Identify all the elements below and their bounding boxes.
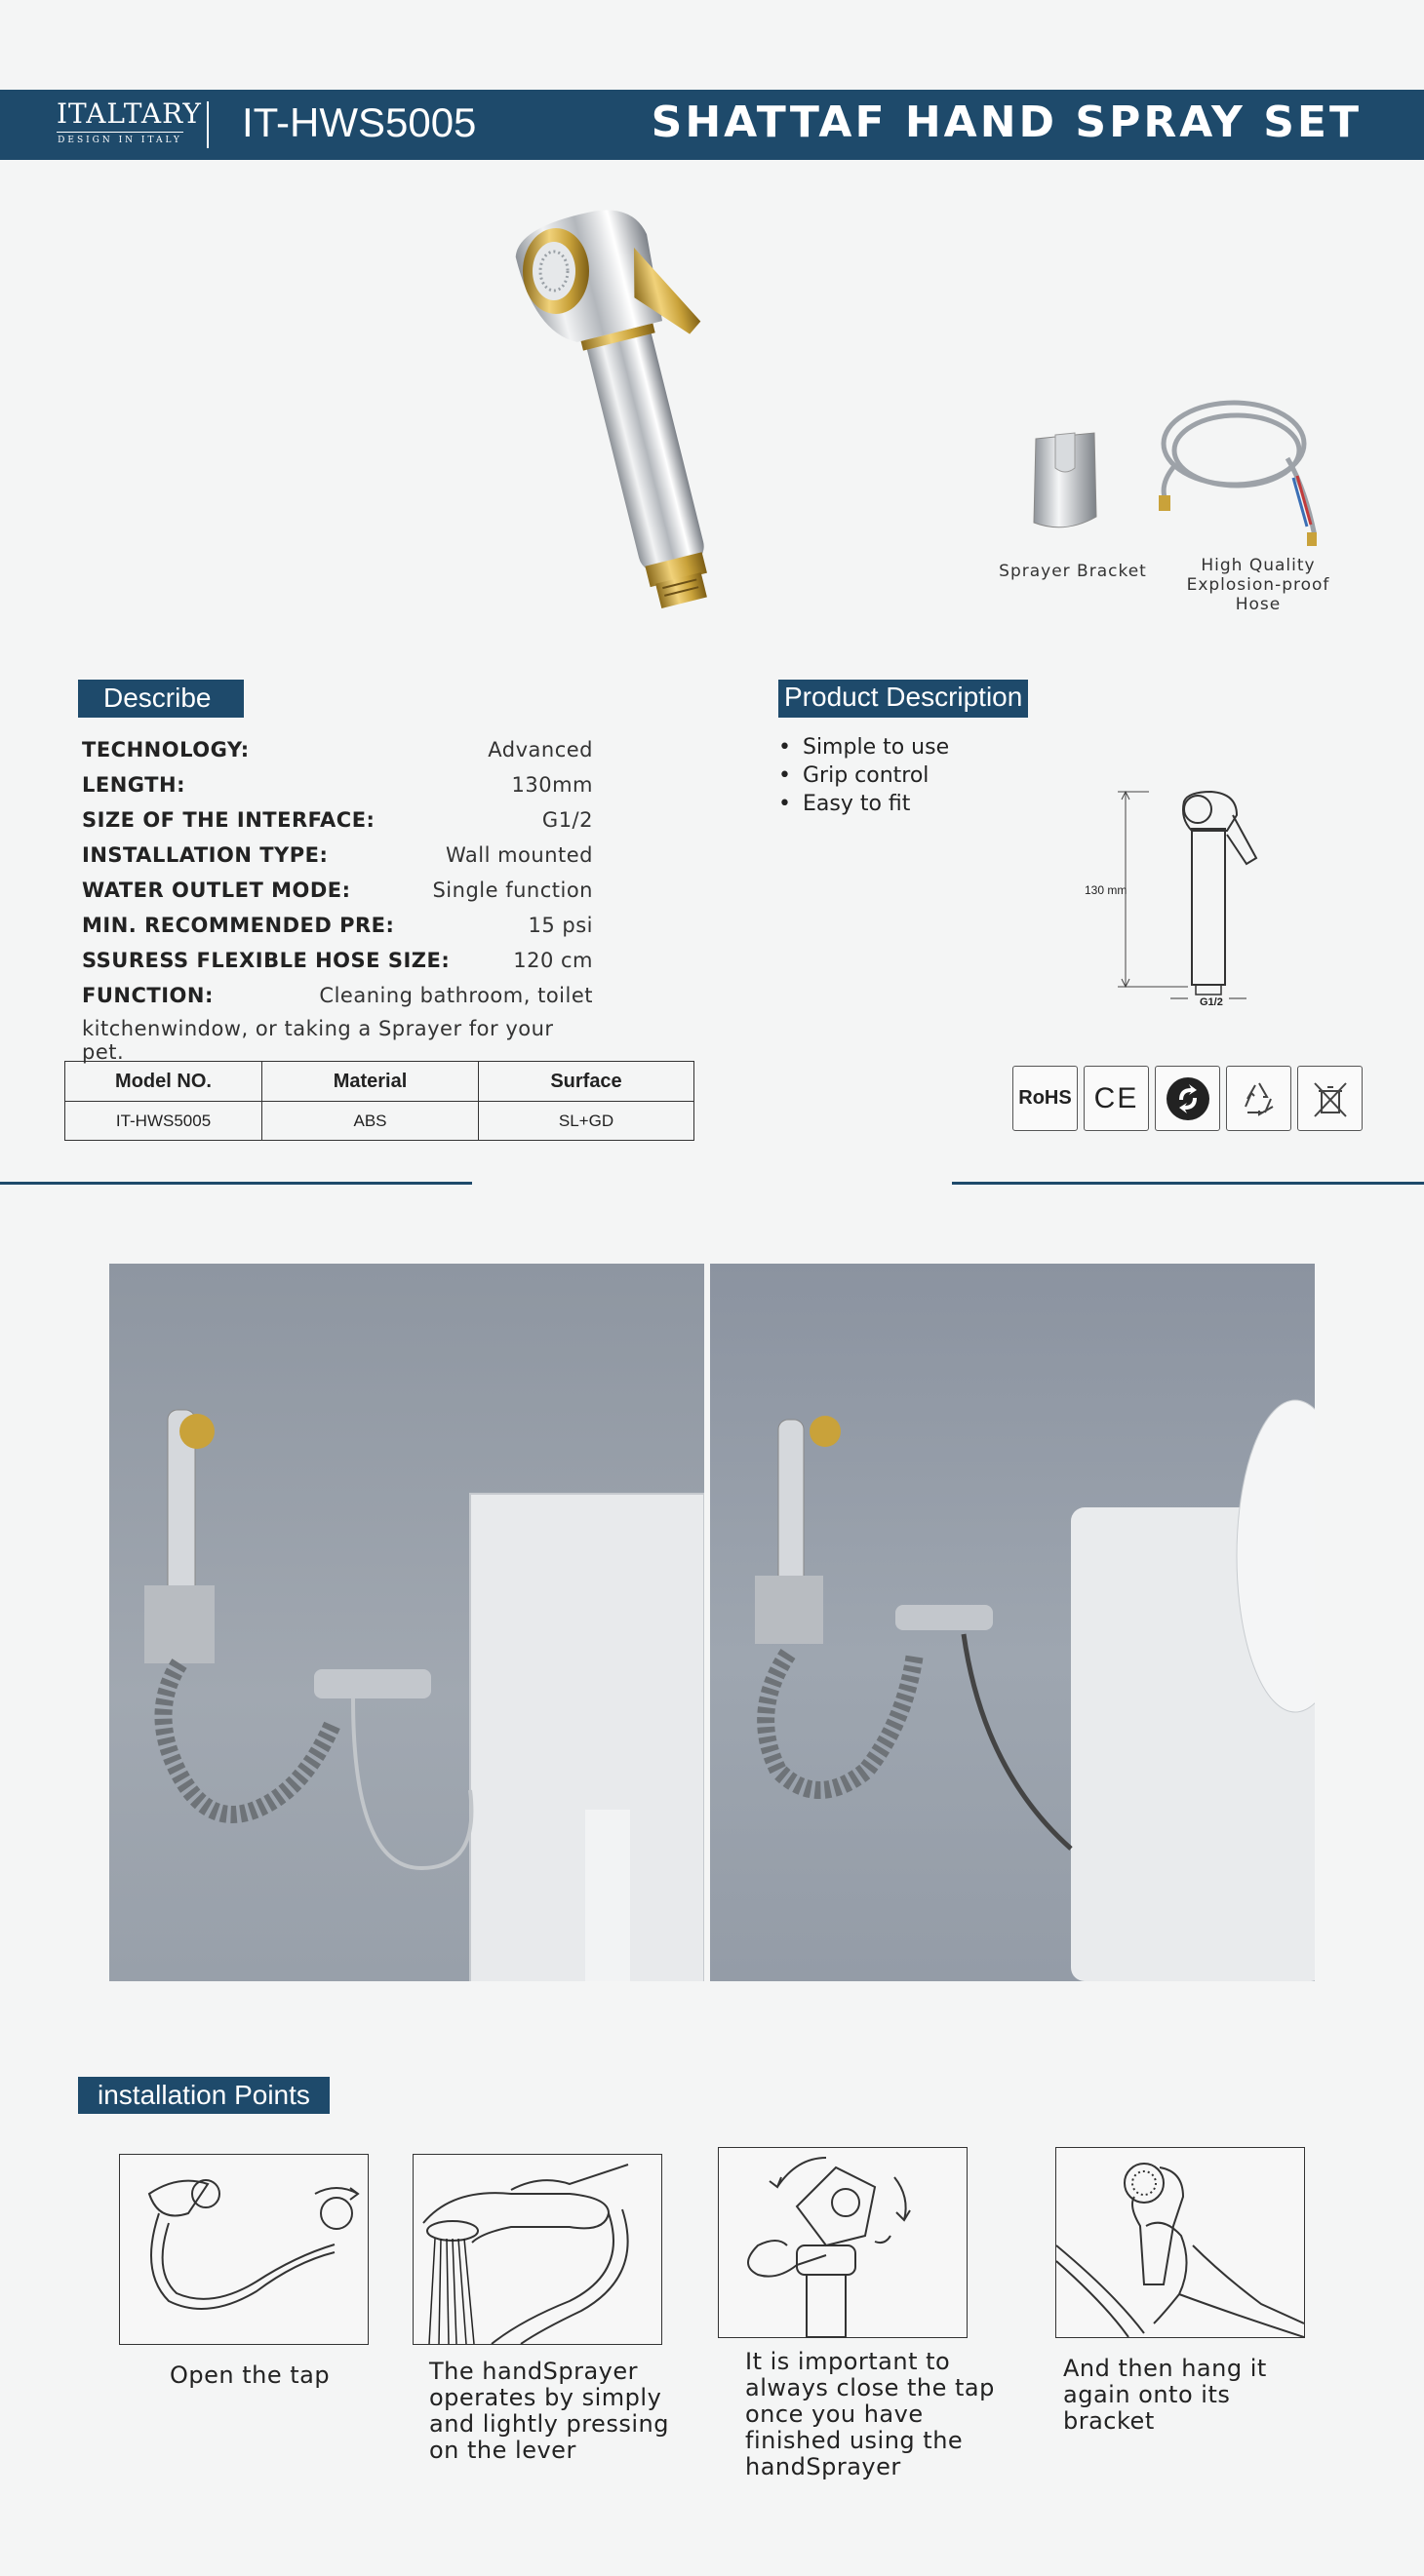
spec-label: TECHNOLOGY: (82, 738, 250, 761)
hand-sprayer-image (497, 195, 761, 624)
hose-image (1151, 390, 1317, 546)
table-cell: IT-HWS5005 (65, 1102, 262, 1141)
installation-photo-left (109, 1264, 704, 1981)
spec-value: 120 cm (513, 949, 593, 972)
brand-tagline: DESIGN IN ITALY (58, 136, 182, 145)
spec-row (82, 767, 593, 802)
table-cell: ABS (262, 1102, 479, 1141)
installation-photo-right (710, 1264, 1315, 1981)
spec-value: Single function (432, 878, 593, 902)
spec-row (82, 943, 593, 978)
step-illustration-hang-bracket (1055, 2147, 1305, 2338)
spec-label: MIN. RECOMMENDED PRE: (82, 914, 395, 937)
spec-row (82, 873, 593, 908)
spec-row (82, 802, 593, 838)
dimension-diagram (1085, 780, 1266, 1014)
brand-logo (57, 98, 202, 145)
spec-list (82, 732, 593, 1064)
hose-label: High Quality Explosion-proof Hose (1186, 556, 1330, 614)
product-title: SHATTAF HAND SPRAY SET (651, 98, 1362, 147)
ce-label: CE (1093, 1081, 1139, 1114)
feature-item: • Easy to fit (778, 790, 949, 818)
spec-value: G1/2 (541, 808, 593, 832)
spec-row (82, 978, 593, 1013)
table-header-cell: Material (262, 1062, 479, 1102)
step-illustration-close-tap (718, 2147, 968, 2338)
spec-row (82, 732, 593, 767)
spec-function-continued: kitchenwindow, or taking a Sprayer for your pet. (82, 1017, 554, 1064)
table-header-cell: Surface (479, 1062, 694, 1102)
spec-label: SIZE OF THE INTERFACE: (82, 808, 376, 832)
step-caption: It is important to always close the tap once you have finished using the handSprayer (745, 2348, 995, 2480)
spec-label: LENGTH: (82, 773, 185, 797)
certification-icons (1012, 1066, 1363, 1131)
feature-list (778, 733, 949, 818)
spec-row (82, 838, 593, 873)
rohs-icon (1012, 1066, 1078, 1131)
recycle-icon (1226, 1066, 1291, 1131)
step-illustration-open-tap (119, 2154, 369, 2345)
step-caption: Open the tap (170, 2361, 331, 2389)
dimension-drawing (1090, 780, 1266, 1014)
spec-value: Cleaning bathroom, toilet (319, 984, 593, 1007)
header-band (0, 90, 1424, 160)
spec-label: FUNCTION: (82, 984, 214, 1007)
installation-heading: installation Points (78, 2077, 330, 2114)
section-rule-left (0, 1182, 472, 1185)
weee-bin-icon (1297, 1066, 1363, 1131)
spec-label: INSTALLATION TYPE: (82, 843, 329, 867)
step-caption: The handSprayer operates by simply and lightly pressing on the lever (429, 2358, 669, 2464)
sprayer-bracket-label: Sprayer Bracket (999, 562, 1147, 581)
model-table-header (65, 1062, 694, 1102)
step-caption: And then hang it again onto its bracket (1063, 2355, 1267, 2435)
spec-value: 15 psi (528, 914, 593, 937)
describe-heading: Describe (78, 680, 244, 718)
dimension-thread-label: G1/2 (1200, 996, 1223, 1008)
spec-value: Advanced (488, 738, 593, 761)
spec-value: 130mm (511, 773, 593, 797)
sprayer-bracket-image (1026, 429, 1104, 538)
model-table (64, 1061, 694, 1141)
spec-label: SSURESS FLEXIBLE HOSE SIZE: (82, 949, 451, 972)
spec-row (82, 908, 593, 943)
dimension-length-label: 130 mm (1085, 883, 1127, 897)
table-row (65, 1102, 694, 1141)
ce-icon (1084, 1066, 1149, 1131)
feature-item: • Grip control (778, 761, 949, 790)
green-dot-icon (1155, 1066, 1220, 1131)
model-title: IT-HWS5005 (242, 99, 477, 145)
product-description-heading: Product Description (778, 680, 1028, 718)
spec-label: WATER OUTLET MODE: (82, 878, 351, 902)
section-rule-right (952, 1182, 1424, 1185)
feature-item: • Simple to use (778, 733, 949, 761)
step-illustration-press-lever (413, 2154, 662, 2345)
header-divider (207, 101, 209, 148)
brand-name: ITALTARY (57, 98, 183, 133)
spec-value: Wall mounted (445, 843, 593, 867)
table-cell: SL+GD (479, 1102, 694, 1141)
rohs-label: RoHS (1018, 1087, 1072, 1109)
table-header-cell: Model NO. (65, 1062, 262, 1102)
